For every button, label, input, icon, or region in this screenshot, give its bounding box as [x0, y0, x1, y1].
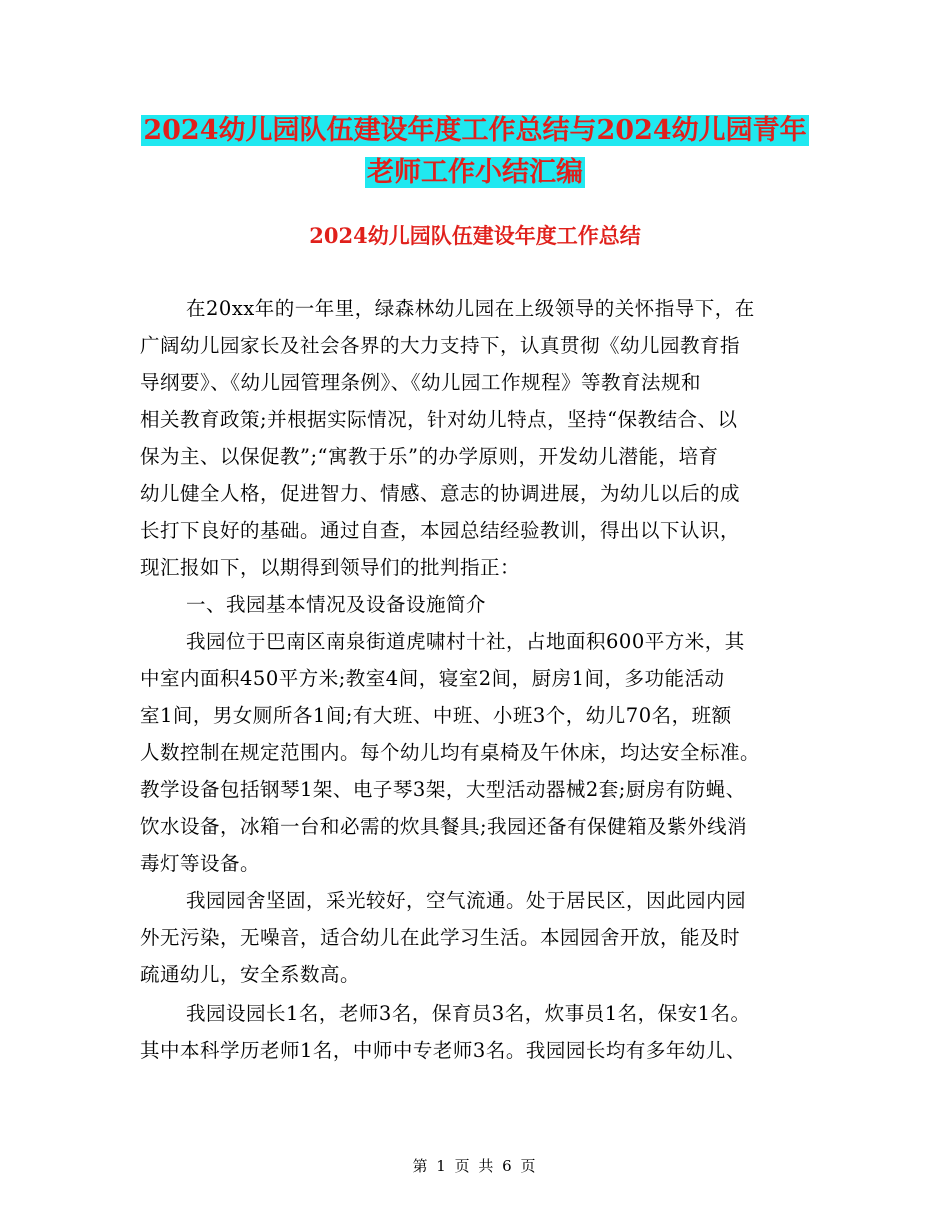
paragraph-line: 导纲要》、《幼儿园管理条例》、《幼儿园工作规程》等教育法规和: [140, 371, 702, 394]
paragraph-line: 我园位于巴南区南泉街道虎啸村十社，占地面积600平方米，其: [186, 630, 745, 653]
paragraph-line: 广阔幼儿园家长及社会各界的大力支持下，认真贯彻《幼儿园教育指: [140, 334, 741, 357]
paragraph-line: 毒灯等设备。: [140, 852, 261, 875]
section-heading-1: 一、我园基本情况及设备设施简介: [186, 593, 487, 616]
paragraph-line: 在20xx年的一年里，绿森林幼儿园在上级领导的关怀指导下，在: [186, 297, 755, 320]
paragraph-line: 人数控制在规定范围内。每个幼儿均有桌椅及午休床，均达安全标准。: [140, 741, 761, 764]
title-highlight: 老师工作小结汇编: [367, 157, 583, 188]
paragraph-line: 室1间，男女厕所各1间;有大班、中班、小班3个，幼儿70名，班额: [140, 704, 732, 727]
document-title-line-2: [0, 152, 950, 194]
paragraph-line: 其中本科学历老师1名，中师中专老师3名。我园园长均有多年幼儿、: [140, 1039, 746, 1062]
page-footer: 第 1 页 共 6 页: [412, 1157, 538, 1175]
paragraph-line: 教学设备包括钢琴1架、电子琴3架，大型活动器械2套;厨房有防蝇、: [140, 778, 746, 801]
title-highlight: 2024幼儿园队伍建设年度工作总结与2024幼儿园青年: [143, 115, 807, 146]
document-title-line-1: [0, 110, 950, 152]
paragraph-line: 我园园舍坚固，采光较好，空气流通。处于居民区，因此园内园: [186, 889, 747, 912]
paragraph-line: 幼儿健全人格，促进智力、情感、意志的协调进展，为幼儿以后的成: [140, 482, 741, 505]
paragraph-line: 现汇报如下，以期得到领导们的批判指正：: [140, 556, 521, 579]
section-heading: 2024幼儿园队伍建设年度工作总结: [309, 223, 641, 248]
paragraph-line: 保为主、以保促教”;“寓教于乐”的办学原则，开发幼儿潜能，培育: [140, 445, 719, 468]
paragraph-line: 外无污染，无噪音，适合幼儿在此学习生活。本园园舍开放，能及时: [140, 926, 741, 949]
paragraph-line: 疏通幼儿，安全系数高。: [140, 963, 361, 986]
paragraph-line: 我园设园长1名，老师3名，保育员3名，炊事员1名，保安1名。: [186, 1002, 751, 1025]
paragraph-line: 长打下良好的基础。通过自查，本园总结经验教训，得出以下认识，: [140, 519, 741, 542]
paragraph-line: 中室内面积450平方米;教室4间，寝室2间，厨房1间，多功能活动: [140, 667, 725, 690]
paragraph-line: 相关教育政策;并根据实际情况，针对幼儿特点，坚持“保教结合、以: [140, 408, 738, 431]
paragraph-line: 饮水设备，冰箱一台和必需的炊具餐具;我园还备有保健箱及紫外线消: [140, 815, 748, 838]
